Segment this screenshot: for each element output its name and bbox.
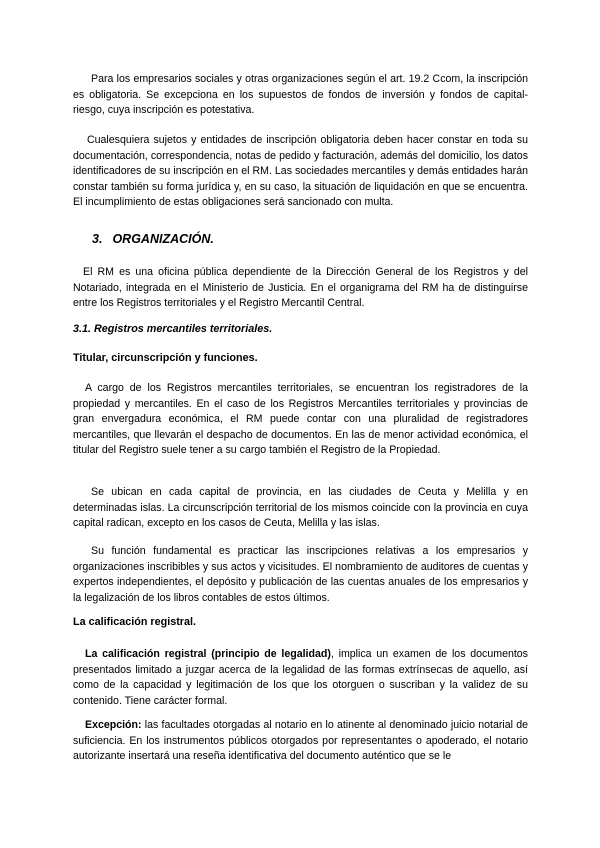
bold-term-calificacion: La calificación registral (principio de legalidad) <box>85 648 331 660</box>
bold-term-excepcion: Excepción: <box>85 719 142 731</box>
subsection-heading-registros: 3.1. Registros mercantiles territoriales. <box>73 323 273 335</box>
paragraph-funcion-fundamental: Su función fundamental es practicar las inscripciones relativas a los empresarios y organizaciones inscribibles y sus actos y vicisitudes. El nombramiento de auditores de cuentas y expertos independientes, el depósito y publicación de las cuentas anuales de los empresarios y la legalización de los libros contables de estos últimos. <box>73 545 528 604</box>
paragraph-text: las facultades otorgadas al notario en lo atinente al denominado juicio notarial de suficiencia. En los instrumentos públicos otorgados por representantes o apoderado, el notario autorizante insertará una reseña identificativa del documento auténtico que se le <box>73 719 528 763</box>
section-title: ORGANIZACIÓN. <box>112 232 214 246</box>
paragraph-rm-oficina: El RM es una oficina pública dependiente de la Dirección General de los Registros y del Notariado, integrada en el Ministerio de Justicia. En el organigrama del RM ha de distinguirse entre los Registros territoriales y el Registro Mercantil Central. <box>73 266 528 310</box>
section-number: 3. <box>92 232 103 246</box>
paragraph-empresarios-sociales: Para los empresarios sociales y otras organizaciones según el art. 19.2 Ccom, la inscripción es obligatoria. Se excepciona en los supuestos de fondos de inversión y fondos de capital-riesgo, cuya inscripción es potestativa. <box>73 73 528 117</box>
paragraph-calificacion-registral <box>73 647 528 709</box>
subheading-calificacion: La calificación registral. <box>73 616 197 628</box>
paragraph-excepcion <box>73 718 528 765</box>
paragraph-a-cargo: A cargo de los Registros mercantiles territoriales, se encuentran los registradores de la propiedad y mercantiles. En el caso de los Registros Mercantiles territoriales y provincias de gran envergadura económica, el RM puede contar con una pluralidad de registradores mercantiles, que llevarán el despacho de documentos. En las de menor actividad económica, el titular del Registro suele tener a su cargo también el Registro de la Propiedad. <box>73 382 528 457</box>
paragraph-se-ubican: Se ubican en cada capital de provincia, en las ciudades de Ceuta y Melilla y en determinadas islas. La circunscripción territorial de los mismos coincide con la provincia en cuya capital radican, excepto en los casos de Ceuta, Melilla y las islas. <box>73 486 528 530</box>
paragraph-text: , implica un examen de los documentos presentados limitado a juzgar acerca de la legalidad de las formas extrínsecas de aquello, así como de la capacidad y legitimación de los que los otorguen o suscriban y la validez de su contenido. Tiene carácter formal. <box>73 648 528 707</box>
section-heading-organizacion <box>92 232 214 246</box>
paragraph-sujetos-inscripcion: Cualesquiera sujetos y entidades de inscripción obligatoria deben hacer constar en toda su documentación, correspondencia, notas de pedido y facturación, además del domicilio, los datos identificadores de su inscripción en el RM. Las sociedades mercantiles y demás entidades harán constar también su forma jurídica y, en su caso, la situación de liquidación en que se encuentra. El incumplimiento de estas obligaciones será sancionado con multa. <box>73 134 528 209</box>
subheading-titular: Titular, circunscripción y funciones. <box>73 352 258 364</box>
